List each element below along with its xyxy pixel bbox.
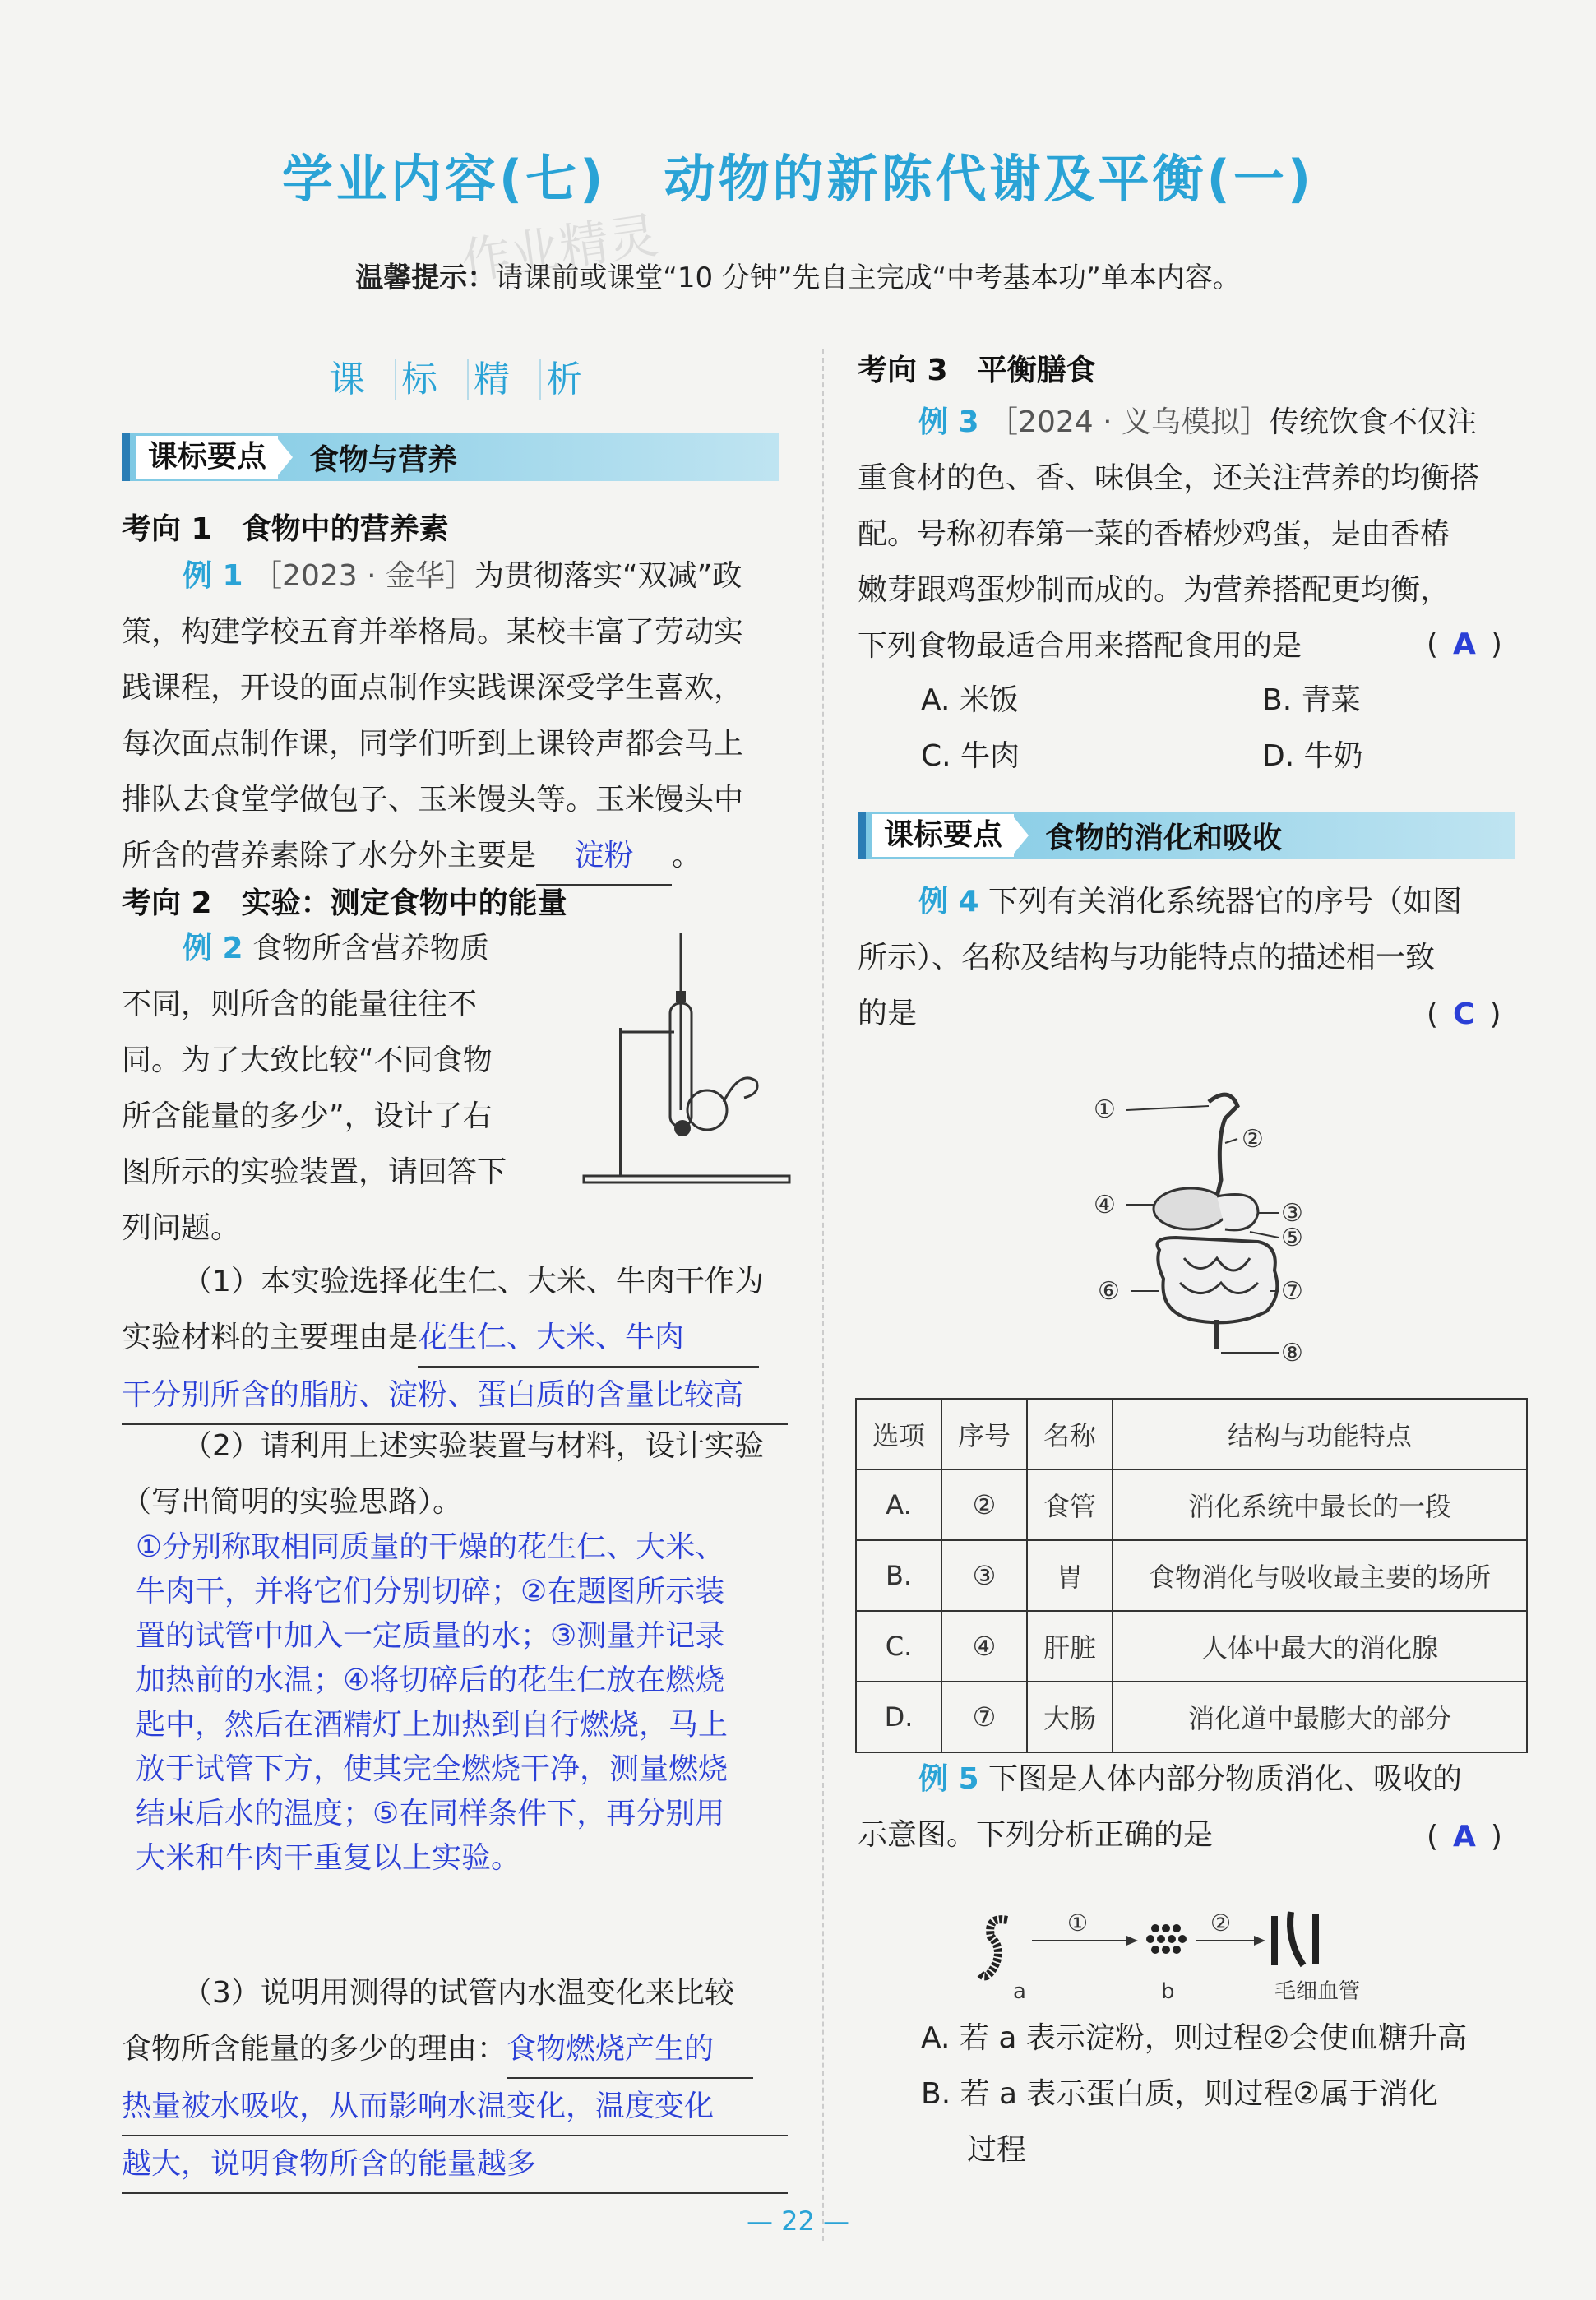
example-line: 为贯彻落实“双减”政: [474, 559, 742, 593]
page-title: [0, 138, 1596, 211]
answer-line: 结束后水的温度；⑤在同样条件下，再分别用: [136, 1797, 725, 1830]
hint-text: 请课前或课堂“10 分钟”先自主完成“中考基本功”单本内容。: [495, 261, 1241, 294]
example-line: 所示）、名称及结构与功能特点的描述相一致: [858, 941, 1436, 974]
column-divider: [822, 349, 824, 2241]
example-line: 下列有关消化系统器官的序号（如图: [988, 885, 1463, 919]
hint-label: 温馨提示：: [355, 261, 496, 294]
kaoxiang-2: 考向 2 实验：测定食物中的能量: [122, 886, 567, 920]
answer-bracket-4: ( C ): [1427, 997, 1501, 1031]
example-line: 排队去食堂学做包子、玉米馒头等。玉米馒头中: [122, 783, 744, 817]
question-line: （3）说明用测得的试管内水温变化来比较: [183, 1976, 734, 2010]
example-line: 示意图。下列分析正确的是: [858, 1818, 1214, 1852]
example-line: 所含能量的多少”，设计了右: [122, 1099, 493, 1133]
answer-bracket-3: ( A ): [1427, 627, 1502, 661]
table-cell: 大肠: [1027, 1682, 1113, 1752]
table-header: 名称: [1027, 1399, 1113, 1469]
topic-title: 食物的消化和吸收: [1045, 821, 1283, 855]
table-row: [856, 1611, 1527, 1682]
title-part2: 动物的新陈代谢及平衡(一): [664, 149, 1315, 209]
option-d: D. 牛奶: [1262, 739, 1363, 773]
table-cell: 食物消化与吸收最主要的场所: [1113, 1540, 1527, 1611]
table-cell: C.: [856, 1611, 941, 1682]
page-number-value: 22: [781, 2205, 815, 2237]
example-line: 下列食物最适合用来搭配食用的是: [858, 629, 1302, 663]
page-number: — 22 —: [746, 2205, 850, 2237]
punctuation: 。: [672, 839, 702, 872]
table-cell: 消化道中最膨大的部分: [1113, 1682, 1527, 1752]
example-line: 不同，则所含的能量往往不: [122, 988, 478, 1021]
organ-label: ⑥: [1098, 1277, 1120, 1306]
example-label: 例 4: [918, 885, 979, 919]
example-1: [122, 548, 796, 886]
example-5-options: [921, 2011, 1546, 2178]
option-a: A. 若 a 表示淀粉，则过程②会使血糖升高: [921, 2021, 1468, 2055]
question-line: （写出简明的实验思路）。: [122, 1485, 463, 1519]
table-header: 结构与功能特点: [1113, 1399, 1527, 1469]
example-line: 的是: [858, 997, 918, 1030]
organ-label: ④: [1094, 1191, 1116, 1219]
answer-blank: 食物燃烧产生的: [507, 2021, 753, 2079]
question-line: 食物所含能量的多少的理由：: [122, 2032, 507, 2066]
option-b-continued: 过程: [967, 2133, 1027, 2167]
example-line: 同。为了大致比较“不同食物: [122, 1044, 493, 1077]
options-table: [855, 1398, 1528, 1753]
answer-blank: 越大，说明食物所含的能量越多: [122, 2136, 788, 2194]
hint: [0, 255, 1596, 295]
topic-tag: 课标要点: [136, 436, 278, 479]
topic-bar-nutrition: [122, 433, 779, 481]
example-line: 配。号称初春第一菜的香椿炒鸡蛋，是由香椿: [858, 517, 1450, 551]
answer-blank: 花生仁、大米、牛肉: [418, 1310, 759, 1368]
answer-line: 牛肉干，并将它们分别切碎；②在题图所示装: [136, 1575, 725, 1608]
molecules-icon: [1146, 1924, 1187, 1954]
watermark: 作业精灵: [457, 206, 662, 292]
example-line: 所含的营养素除了水分外主要是: [122, 839, 537, 872]
option-b: B. 青菜: [1262, 683, 1361, 717]
tag-arrow-icon: [1014, 817, 1029, 854]
digestion-absorption-diagram: [970, 1891, 1431, 2006]
organ-label: ⑤: [1281, 1224, 1303, 1252]
question-line: （2）请利用上述实验装置与材料，设计实验: [183, 1429, 764, 1463]
organ-label: ⑦: [1281, 1277, 1303, 1306]
label-b: b: [1161, 1979, 1175, 2004]
table-header: 选项: [856, 1399, 941, 1469]
organ-label: ⑧: [1281, 1339, 1303, 1368]
example-line: 食物所含营养物质: [252, 932, 490, 965]
table-row: [856, 1540, 1527, 1611]
table-cell: B.: [856, 1540, 941, 1611]
question-line: 实验材料的主要理由是: [122, 1321, 419, 1354]
table-cell: 胃: [1027, 1540, 1113, 1611]
answer-line: 置的试管中加入一定质量的水；③测量并记录: [136, 1619, 725, 1653]
example-line: 重食材的色、香、味俱全，还关注营养的均衡搭: [858, 461, 1480, 495]
table-cell: ②: [941, 1469, 1027, 1540]
example-line: 策，构建学校五育并举格局。某校丰富了劳动实: [122, 615, 744, 649]
example-line: 列问题。: [122, 1211, 241, 1245]
step-2-label: ②: [1210, 1909, 1232, 1937]
answer-line: ①分别称取相同质量的干燥的花生仁、大米、: [136, 1530, 725, 1564]
digestive-system-figure: [1094, 1081, 1332, 1369]
kaoxiang-3: 考向 3 平衡膳食: [858, 354, 1096, 387]
example-label: 例 1: [183, 559, 243, 593]
experiment-apparatus-figure: [576, 929, 798, 1184]
table-cell: ④: [941, 1611, 1027, 1682]
table-cell: ③: [941, 1540, 1027, 1611]
table-cell: 食管: [1027, 1469, 1113, 1540]
question-2-3: [122, 1965, 804, 2194]
question-line: （1）本实验选择花生仁、大米、牛肉干作为: [183, 1265, 764, 1298]
option-c: C. 牛肉: [921, 739, 1020, 773]
example-source: ［2023 · 金华］: [252, 559, 474, 593]
table-cell: 人体中最大的消化腺: [1113, 1611, 1527, 1682]
answer-line: 加热前的水温；④将切碎后的花生仁放在燃烧: [136, 1664, 725, 1697]
organ-label: ①: [1094, 1095, 1116, 1124]
table-row: [856, 1469, 1527, 1540]
example-label: 例 3: [918, 405, 979, 439]
example-label: 例 2: [183, 932, 243, 965]
table-header-row: [856, 1399, 1527, 1469]
example-line: 嫩芽跟鸡蛋炒制而成的。为营养搭配更均衡，: [858, 573, 1450, 607]
option-a: A. 米饭: [921, 683, 1019, 717]
example-line: 图所示的实验装置，请回答下: [122, 1155, 507, 1189]
section-heading-char: 精: [474, 359, 541, 400]
section-heading: [329, 349, 617, 402]
label-a: a: [1013, 1979, 1026, 2004]
example-line: 下图是人体内部分物质消化、吸收的: [988, 1762, 1463, 1796]
organ-label: ②: [1242, 1125, 1264, 1154]
example-line: 践课程，开设的面点制作实践课深受学生喜欢，: [122, 671, 744, 705]
kaoxiang-1: 考向 1 食物中的营养素: [122, 512, 449, 546]
option-b: B. 若 a 表示蛋白质，则过程②属于消化: [921, 2077, 1438, 2111]
table-cell: ⑦: [941, 1682, 1027, 1752]
answer-blank: 热量被水吸收，从而影响水温变化，温度变化: [122, 2079, 788, 2136]
answer-blank: 干分别所含的脂肪、淀粉、蛋白质的含量比较高: [122, 1368, 788, 1425]
example-source: ［2024 · 义乌模拟］: [988, 405, 1270, 439]
title-part1: 学业内容(七): [281, 149, 607, 209]
example-label: 例 5: [918, 1762, 979, 1796]
table-header: 序号: [941, 1399, 1027, 1469]
answer-2-2: [136, 1525, 810, 1881]
organ-label: ③: [1281, 1199, 1303, 1228]
tag-arrow-icon: [278, 439, 293, 475]
table-cell: 消化系统中最长的一段: [1113, 1469, 1527, 1540]
topic-bar-digestion: [858, 812, 1515, 859]
section-heading-char: 课: [329, 359, 396, 400]
question-2-2: [122, 1418, 804, 1530]
answer-choice: A: [1453, 627, 1476, 661]
answer-choice: C: [1453, 997, 1475, 1031]
table-cell: 肝脏: [1027, 1611, 1113, 1682]
table-cell: A.: [856, 1469, 941, 1540]
answer-blank: 淀粉: [536, 828, 672, 886]
table-cell: D.: [856, 1682, 941, 1752]
section-heading-char: 析: [546, 359, 604, 400]
example-line: 每次面点制作课，同学们听到上课铃声都会马上: [122, 727, 744, 761]
step-1-label: ①: [1067, 1909, 1089, 1937]
capillary-label: 毛细血管: [1274, 1979, 1361, 2004]
example-line: 传统饮食不仅注: [1270, 405, 1478, 439]
answer-line: 放于试管下方，使其完全燃烧干净，测量燃烧: [136, 1752, 729, 1786]
table-row: [856, 1682, 1527, 1752]
answer-choice: A: [1453, 1820, 1476, 1853]
answer-line: 大米和牛肉干重复以上实验。: [136, 1841, 521, 1875]
topic-tag: 课标要点: [872, 814, 1014, 857]
question-2-1: [122, 1254, 804, 1425]
answer-line: 匙中，然后在酒精灯上加热到自行燃烧，马上: [136, 1708, 729, 1742]
example-2-intro: [122, 921, 582, 1256]
topic-title: 食物与营养: [309, 442, 458, 477]
section-heading-char: 标: [401, 359, 469, 400]
answer-bracket-5: ( A ): [1427, 1820, 1502, 1853]
